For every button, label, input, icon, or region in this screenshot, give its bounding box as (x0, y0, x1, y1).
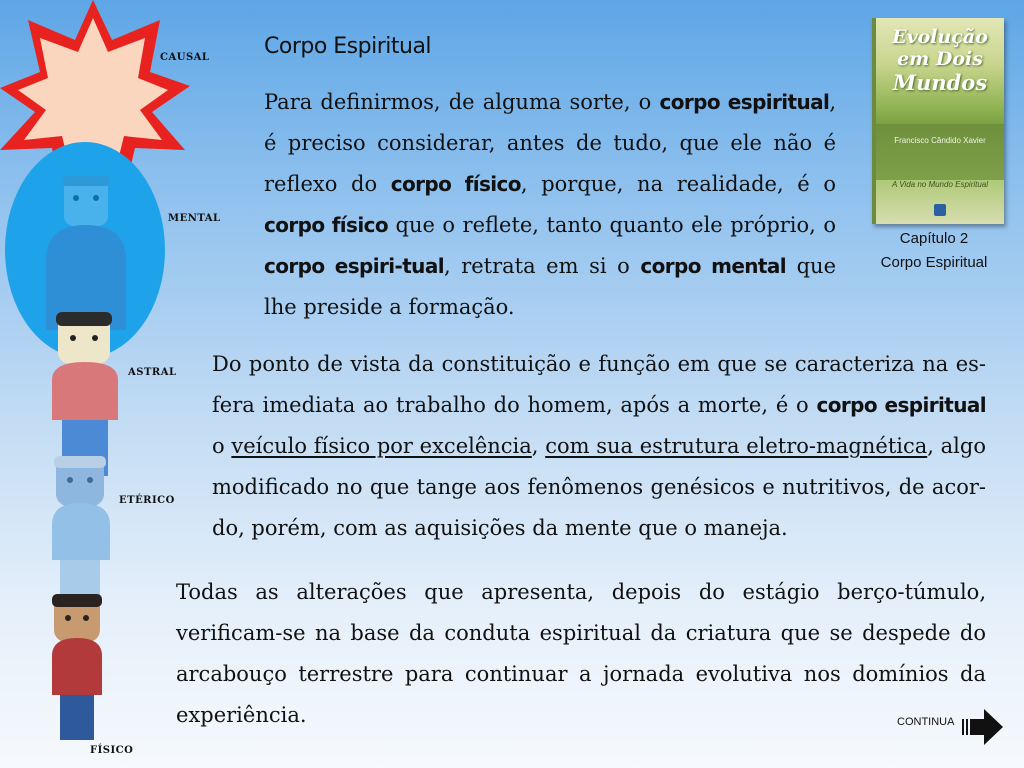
book-title-line1: Evolução (892, 26, 988, 48)
continue-label[interactable]: CONTINUA (897, 716, 955, 728)
book-caption-title: Corpo Espiritual (880, 254, 988, 271)
book-caption (862, 227, 1006, 275)
eterico-body-icon (52, 456, 110, 600)
level-label-mental: MENTAL (168, 213, 221, 224)
paragraph-3: Todas as alterações que apresenta, depois do estágio berço-túmulo, verificam-se na base da conduta espiritual da criatura que se despede do arcabouço terrestre para continuar a jornada evolutiva nos domínios da experiência. (176, 580, 986, 727)
level-label-eterico: ETÉRICO (119, 495, 175, 506)
book-author: Francisco Cândido Xavier (894, 136, 986, 145)
paragraph-2: Do ponto de vista da constituição e função em que se caracteriza na es-fera imediata ao trabalho do homem, após a morte, é o corpo espiritual o veículo físico por excelência, com sua estrutura eletro-magnética, algo modificado no que tange aos fenômenos genésicos e nutritivos, de acor-do, porém, com as aquisições da mente que o maneja. (212, 352, 987, 540)
level-label-astral: ASTRAL (128, 367, 177, 378)
astral-body-icon (52, 312, 118, 476)
level-label-causal: CAUSAL (160, 52, 210, 63)
fisico-body-icon (52, 594, 102, 740)
publisher-logo-icon (934, 204, 946, 216)
level-label-fisico: FÍSICO (90, 745, 134, 756)
book-subtitle: A Vida no Mundo Espiritual (891, 180, 989, 189)
paragraph-1: Para definirmos, de alguma sorte, o corpo espiritual, é preciso considerar, antes de tudo, que ele não é reflexo do corpo físico, porque, na realidade, é o corpo físico que o reflete, tanto quanto ele próprio, o corpo espiri-tual, retrata em si o corpo mental que lhe preside a formação. (264, 90, 836, 319)
section-title: Corpo Espiritual (264, 34, 432, 59)
book-title-line2: em Dois (897, 48, 983, 70)
book-caption-chapter: Capítulo 2 (899, 230, 969, 247)
continue-arrow-icon[interactable] (962, 706, 1004, 748)
book-cover-image (872, 18, 1004, 224)
book-title-line3: Mundos (892, 70, 988, 95)
